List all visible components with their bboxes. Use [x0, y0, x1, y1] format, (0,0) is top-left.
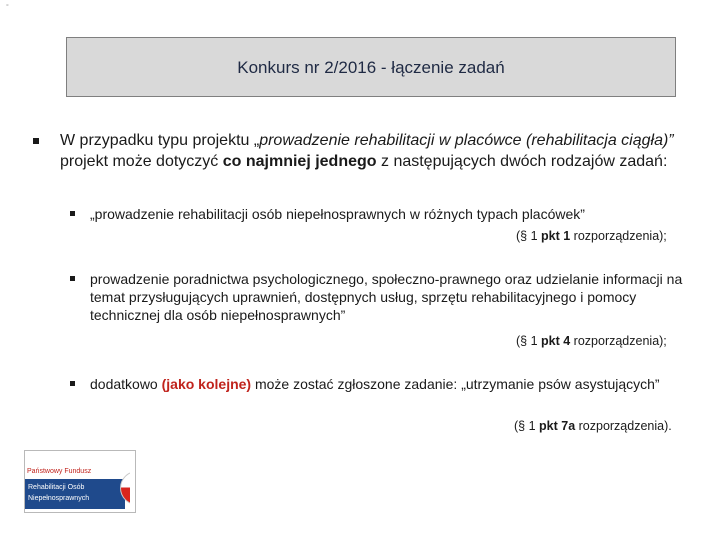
sub-bullet-3-pre: dodatkowo: [90, 376, 162, 392]
slide-title: Konkurs nr 2/2016 - łączenie zadań: [237, 58, 505, 77]
title-box: [66, 37, 676, 97]
reference-1-post: rozporządzenia);: [570, 229, 667, 243]
main-bullet-part3: projekt może dotyczyć: [60, 153, 223, 170]
reference-3-post: rozporządzenia).: [575, 419, 672, 433]
corner-mark: °: [6, 4, 9, 11]
sub-bullet-3-highlight: (jako kolejne): [161, 376, 252, 392]
reference-1: [516, 229, 667, 243]
reference-2-pre: (§ 1: [516, 334, 542, 348]
logo-line-3: Niepełnosprawnych: [28, 495, 90, 502]
reference-3-pre: (§ 1: [514, 419, 540, 433]
bullet-square-icon: [70, 211, 75, 216]
bullet-square-icon: [70, 381, 75, 386]
sub-bullet-2-text: prowadzenie poradnictwa psychologicznego, społeczno-prawnego oraz udzielanie informacji na temat przysługujących uprawnień, dostępnych usług, sprzętu rehabilitacyjnego i pomocy technicznej dla osób niepełnosprawnych”: [90, 271, 683, 323]
sub-bullet-3-text: [90, 375, 690, 393]
sub-bullet-1-text: „prowadzenie rehabilitacji osób niepełnosprawnych w różnych typach placówek”: [90, 206, 585, 222]
reference-1-bold: pkt 1: [541, 229, 571, 243]
main-bullet-part5: z następujących dwóch rodzajów zadań:: [376, 153, 668, 170]
bullet-square-icon: [33, 138, 39, 144]
reference-2: [516, 334, 667, 348]
logo-emblem-icon: [120, 471, 154, 505]
main-bullet-text: [60, 130, 700, 172]
sub-bullet-3-post: może zostać zgłoszone zadanie: „utrzymanie psów asystujących”: [251, 376, 660, 392]
main-bullet-part1: W przypadku typu projektu „: [60, 132, 260, 149]
reference-2-post: rozporządzenia);: [570, 334, 667, 348]
pfron-logo: [24, 450, 136, 513]
reference-1-pre: (§ 1: [516, 229, 542, 243]
reference-3: [514, 419, 672, 433]
logo-line-2: Rehabilitacji Osób: [28, 484, 85, 491]
reference-3-bold: pkt 7a: [539, 419, 576, 433]
main-bullet-italic: prowadzenie rehabilitacji w placówce (rehabilitacja ciągła)”: [259, 132, 674, 149]
logo-line-1: Państwowy Fundusz: [27, 468, 92, 475]
bullet-square-icon: [70, 276, 75, 281]
logo-band: [25, 479, 125, 509]
reference-2-bold: pkt 4: [541, 334, 571, 348]
main-bullet-bold: co najmniej jednego: [222, 153, 377, 170]
